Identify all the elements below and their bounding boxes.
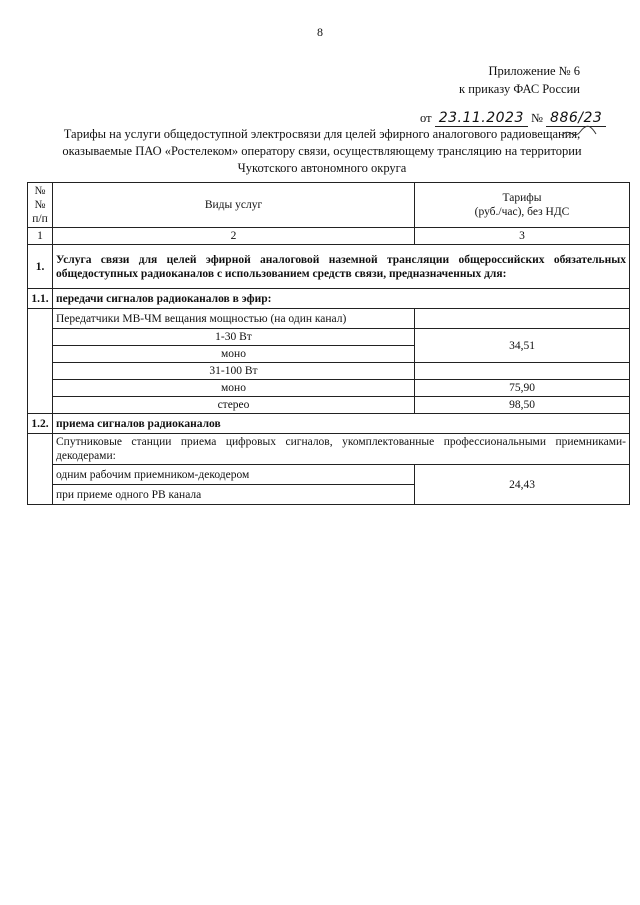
mono-2-row <box>28 380 630 397</box>
one-channel-label: при приеме одного РВ канала <box>53 485 415 505</box>
order-date: 23.11.2023 <box>435 110 528 127</box>
stereo-label: стерео <box>53 397 415 414</box>
header-num: №№ п/п <box>28 183 53 228</box>
page-number: 8 <box>317 25 323 39</box>
power-31-100-label: 31-100 Вт <box>53 363 415 380</box>
mono-1-30-value: 34,51 <box>415 329 630 363</box>
appendix-line2: к приказу ФАС России <box>459 82 580 96</box>
power-31-100-row <box>28 363 630 380</box>
header-services: Виды услуг <box>53 183 415 228</box>
title-line2: оказываемые ПАО «Ростелеком» оператору связи, осуществляющему трансляцию на территории <box>62 144 582 158</box>
mono-2-value: 75,90 <box>415 380 630 397</box>
signature-mark <box>560 120 600 150</box>
document-title <box>46 126 598 177</box>
table-header-row <box>28 183 630 228</box>
transmitters-value-blank <box>415 309 630 329</box>
table-index-row <box>28 228 630 245</box>
mono-2-label: моно <box>53 380 415 397</box>
transmitters-row <box>28 309 630 329</box>
appendix-header <box>459 62 580 98</box>
section-11-text: передачи сигналов радиоканалов в эфир: <box>53 289 630 309</box>
section-12-num: 1.2. <box>28 414 53 434</box>
section-11-row <box>28 289 630 309</box>
stereo-row <box>28 397 630 414</box>
appendix-line1: Приложение № 6 <box>488 64 580 78</box>
one-receiver-row <box>28 465 630 485</box>
section-11-blank <box>28 309 53 414</box>
index-cell-2: 2 <box>53 228 415 245</box>
section-11-num: 1.1. <box>28 289 53 309</box>
section-12-row <box>28 414 630 434</box>
title-line1: Тарифы на услуги общедоступной электросвязи для целей эфирного аналогового радиовещания, <box>63 127 581 141</box>
power-1-30-row <box>28 329 630 346</box>
satellite-label: Спутниковые станции приема цифровых сигналов, укомплектованные профессиональными приемниками-декодерами: <box>53 434 630 465</box>
satellite-value: 24,43 <box>415 465 630 505</box>
power-31-100-value-blank <box>415 363 630 380</box>
date-prefix: от <box>420 111 432 125</box>
section-1-row <box>28 245 630 289</box>
mono-1-label: моно <box>53 346 415 363</box>
section-1-text: Услуга связи для целей эфирной аналоговой наземной трансляции общероссийских обязательных общедоступных радиоканалов с использованием средств связи, предназначенных для: <box>53 245 630 289</box>
number-prefix: № <box>530 111 543 125</box>
one-receiver-label: одним рабочим приемником-декодером <box>53 465 415 485</box>
stereo-value: 98,50 <box>415 397 630 414</box>
transmitters-label: Передатчики МВ-ЧМ вещания мощностью (на один канал) <box>53 309 415 329</box>
index-cell-1: 1 <box>28 228 53 245</box>
header-tariffs <box>415 183 630 228</box>
header-tariffs-line1: Тарифы <box>502 192 542 204</box>
title-line3: Чукотского автономного округа <box>237 161 407 175</box>
section-12-text: приема сигналов радиоканалов <box>53 414 630 434</box>
tariff-table <box>27 182 630 505</box>
order-number: 886/23 <box>546 110 606 127</box>
section-12-blank <box>28 434 53 505</box>
section-1-num: 1. <box>28 245 53 289</box>
satellite-row <box>28 434 630 465</box>
header-tariffs-line2: (руб./час), без НДС <box>474 206 570 218</box>
index-cell-3: 3 <box>415 228 630 245</box>
power-1-30-label: 1-30 Вт <box>53 329 415 346</box>
